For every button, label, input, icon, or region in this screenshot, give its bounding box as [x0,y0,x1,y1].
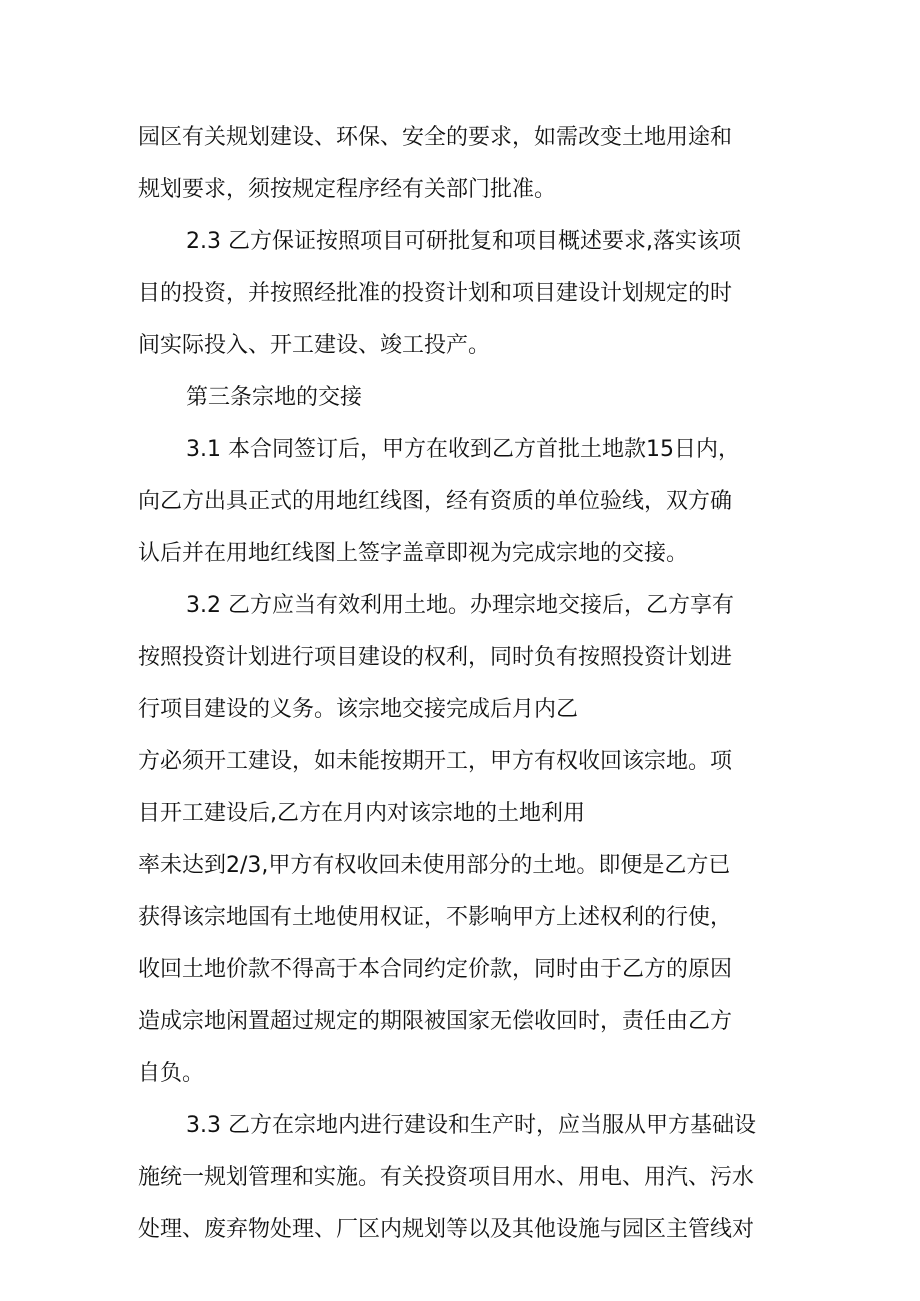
text-line: 收回土地价款不得高于本合同约定价款，同时由于乙方的原因 [138,957,733,982]
text-line: 2.3 乙方保证按照项目可研批复和项目概述要求,落实该项 [186,229,741,254]
document-body [138,112,788,1256]
text-line: 目的投资，并按照经批准的投资计划和项目建设计划规定的时 [138,281,733,306]
text-line: 获得该宗地国有土地使用权证，不影响甲方上述权利的行使， [138,905,733,930]
text-line: 目开工建设后,乙方在月内对该宗地的土地利用 [138,801,585,826]
text-line: 间实际投入、开工建设、竣工投产。 [138,333,491,358]
text-line: 自负。 [138,1061,205,1086]
text-line: 规划要求，须按规定程序经有关部门批准。 [138,177,557,202]
text-line: 认后并在用地红线图上签字盖章即视为完成宗地的交接。 [138,541,689,566]
text-line: 处理、废弃物处理、厂区内规划等以及其他设施与园区主管线对 [138,1217,755,1242]
text-line: 行项目建设的义务。该宗地交接完成后月内乙 [138,697,579,722]
text-line: 方必须开工建设，如未能按期开工，甲方有权收回该宗地。项 [138,749,733,774]
text-line: 施统一规划管理和实施。有关投资项目用水、用电、用汽、污水 [138,1165,755,1190]
text-line: 园区有关规划建设、环保、安全的要求，如需改变土地用途和 [138,125,733,150]
text-line: 3.2 乙方应当有效利用土地。办理宗地交接后，乙方享有 [186,593,734,618]
text-line: 按照投资计划进行项目建设的权利，同时负有按照投资计划进 [138,645,733,670]
text-line: 3.1 本合同签订后，甲方在收到乙方首批土地款15日内， [186,437,740,462]
text-line: 第三条宗地的交接 [186,385,363,410]
text-line: 向乙方出具正式的用地红线图，经有资质的单位验线，双方确 [138,489,733,514]
text-line: 造成宗地闲置超过规定的期限被国家无偿收回时，责任由乙方 [138,1009,733,1034]
text-line: 率未达到2/3,甲方有权收回未使用部分的土地。即便是乙方已 [138,853,731,878]
text-line: 3.3 乙方在宗地内进行建设和生产时，应当服从甲方基础设 [186,1113,756,1138]
